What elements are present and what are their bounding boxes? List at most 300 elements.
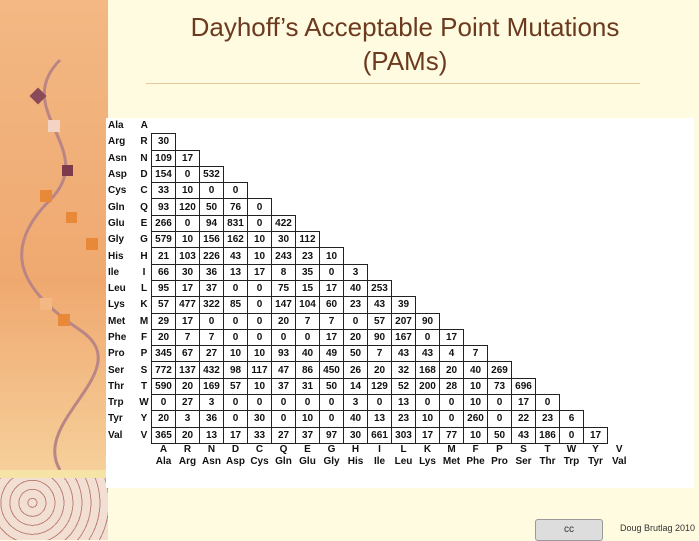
matrix-cell: 0 [320,395,344,411]
matrix-blank [584,150,608,166]
matrix-blank [440,183,464,199]
matrix-cell: 772 [152,362,176,378]
matrix-blank [344,215,368,231]
matrix-blank [536,248,560,264]
matrix-blank [176,118,200,134]
matrix-blank [416,280,440,296]
matrix-cell: 57 [368,313,392,329]
matrix-blank [368,118,392,134]
matrix-blank [512,346,536,362]
matrix-blank [416,183,440,199]
column-amino-acid-name: Glu [299,456,316,468]
matrix-blank [584,232,608,248]
matrix-cell: 17 [248,264,272,280]
matrix-blank [512,264,536,280]
matrix-cell: 23 [392,411,416,427]
row-amino-acid-name: Met [108,315,126,327]
matrix-blank [392,248,416,264]
matrix-blank [488,134,512,150]
row-amino-acid-name: Arg [108,136,126,148]
column-amino-acid-name: Thr [539,456,556,468]
matrix-cell: 86 [296,362,320,378]
matrix-blank [440,313,464,329]
row-amino-acid-name: Trp [108,397,124,409]
matrix-cell: 450 [320,362,344,378]
row-amino-acid-code: Q [140,201,148,213]
matrix-cell: 30 [152,134,176,150]
matrix-blank [440,248,464,264]
matrix-cell: 37 [272,378,296,394]
matrix-blank [248,150,272,166]
matrix-row [106,362,631,378]
matrix-blank [344,232,368,248]
creative-commons-badge [535,519,603,541]
matrix-cell: 47 [272,362,296,378]
matrix-blank [224,118,248,134]
matrix-blank [584,411,608,427]
row-amino-acid-name: His [108,250,124,262]
column-amino-acid-name: Cys [250,456,269,468]
matrix-cell: 4 [440,346,464,362]
matrix-cell: 0 [272,329,296,345]
matrix-blank [440,264,464,280]
matrix-cell: 322 [200,297,224,313]
matrix-blank [608,248,632,264]
row-amino-acid-name: Pro [108,348,125,360]
matrix-cell: 103 [176,248,200,264]
matrix-blank [488,150,512,166]
matrix-row [106,134,631,150]
matrix-cell: 17 [176,280,200,296]
matrix-blank [560,166,584,182]
matrix-blank [296,134,320,150]
row-amino-acid-code: V [140,429,148,441]
matrix-cell: 8 [272,264,296,280]
matrix-cell: 13 [200,427,224,443]
matrix-blank [512,362,536,378]
matrix-blank [560,134,584,150]
row-amino-acid-code: P [140,348,148,360]
column-amino-acid-code: C [255,444,264,456]
matrix-cell: 0 [440,411,464,427]
matrix-cell: 10 [248,248,272,264]
matrix-blank [488,313,512,329]
matrix-blank [488,183,512,199]
matrix-blank [488,280,512,296]
matrix-cell: 29 [152,313,176,329]
matrix-cell: 17 [320,280,344,296]
column-amino-acid-code: H [351,444,360,456]
matrix-cell: 0 [224,411,248,427]
matrix-blank [584,215,608,231]
matrix-cell: 10 [464,427,488,443]
matrix-cell: 20 [344,329,368,345]
matrix-cell: 31 [296,378,320,394]
row-amino-acid-code: L [140,283,148,295]
column-amino-acid-name: Asn [202,456,221,468]
matrix-cell: 15 [296,280,320,296]
matrix-blank [536,199,560,215]
matrix-cell: 97 [320,427,344,443]
footer-spacer [106,443,137,456]
row-amino-acid-name: Ile [108,266,120,278]
matrix-cell: 7 [368,346,392,362]
matrix-blank [560,346,584,362]
matrix-blank [608,264,632,280]
matrix-blank [392,134,416,150]
matrix-blank [560,183,584,199]
matrix-blank [536,280,560,296]
matrix-row [106,280,631,296]
matrix-blank [584,166,608,182]
matrix-blank [536,183,560,199]
matrix-blank [368,199,392,215]
matrix-cell: 7 [296,313,320,329]
matrix-cell: 36 [200,411,224,427]
matrix-cell: 269 [488,362,512,378]
matrix-blank [560,118,584,134]
matrix-cell: 66 [152,264,176,280]
column-amino-acid-name: Ile [373,456,386,468]
decorative-curve [0,0,108,470]
matrix-blank [584,395,608,411]
column-amino-acid-code: V [615,444,623,456]
matrix-cell: 7 [464,346,488,362]
matrix-blank [536,134,560,150]
matrix-blank [416,215,440,231]
matrix-blank [248,134,272,150]
pam-matrix-table [106,118,631,468]
row-amino-acid-code: H [140,250,148,262]
column-amino-acid-name: Pro [491,456,508,468]
matrix-blank [464,118,488,134]
matrix-cell: 590 [152,378,176,394]
matrix-blank [272,183,296,199]
matrix-blank [512,183,536,199]
matrix-cell: 7 [200,329,224,345]
paisley-pattern [0,478,108,540]
matrix-blank [272,166,296,182]
matrix-blank [392,199,416,215]
row-amino-acid-name: Gly [108,234,125,246]
matrix-blank [392,118,416,134]
matrix-row [106,411,631,427]
matrix-blank [512,329,536,345]
matrix-row [106,199,631,215]
matrix-blank [512,134,536,150]
matrix-blank [248,118,272,134]
pam-matrix-panel [106,118,694,488]
matrix-cell: 35 [296,264,320,280]
matrix-cell: 3 [200,395,224,411]
row-amino-acid-name: Glu [108,217,125,229]
row-amino-acid-name: Ala [108,120,124,132]
matrix-blank [440,215,464,231]
left-orange-panel [0,0,108,470]
row-amino-acid-code: K [140,299,148,311]
matrix-blank [320,118,344,134]
matrix-row [106,232,631,248]
matrix-blank [584,280,608,296]
column-amino-acid-code: I [378,444,381,456]
matrix-blank [560,378,584,394]
matrix-blank [560,199,584,215]
matrix-blank [296,118,320,134]
matrix-blank [536,150,560,166]
matrix-blank [200,150,224,166]
matrix-row [106,150,631,166]
matrix-cell: 90 [368,329,392,345]
matrix-blank [584,329,608,345]
matrix-cell: 137 [176,362,200,378]
column-amino-acid-code: N [207,444,216,456]
matrix-blank [584,134,608,150]
matrix-cell: 50 [200,199,224,215]
matrix-blank [488,118,512,134]
title-divider [146,83,640,84]
column-amino-acid-name: Leu [394,456,413,468]
matrix-cell: 10 [320,248,344,264]
matrix-blank [368,248,392,264]
matrix-blank [368,150,392,166]
matrix-row [106,297,631,313]
matrix-blank [296,215,320,231]
matrix-blank [536,297,560,313]
column-amino-acid-name: Phe [466,456,485,468]
column-amino-acid-name: Val [612,456,627,468]
matrix-cell: 0 [248,199,272,215]
matrix-blank [560,280,584,296]
matrix-cell: 43 [416,346,440,362]
matrix-cell: 17 [176,150,200,166]
column-amino-acid-name: Ser [515,456,532,468]
matrix-row [106,395,631,411]
matrix-cell: 75 [272,280,296,296]
matrix-cell: 20 [176,378,200,394]
column-amino-acid-code: M [447,444,456,456]
matrix-cell: 266 [152,215,176,231]
matrix-cell: 0 [224,313,248,329]
matrix-cell: 95 [152,280,176,296]
matrix-blank [320,232,344,248]
row-amino-acid-name: Cys [108,185,127,197]
matrix-cell: 0 [272,411,296,427]
matrix-cell: 13 [368,411,392,427]
matrix-row [106,313,631,329]
matrix-cell: 43 [512,427,536,443]
matrix-cell: 0 [488,395,512,411]
matrix-cell: 37 [200,280,224,296]
author-credit: Doug Brutlag 2010 [620,523,696,533]
matrix-blank [560,362,584,378]
matrix-blank [344,150,368,166]
matrix-blank [368,232,392,248]
matrix-blank [536,118,560,134]
matrix-row [106,118,631,134]
matrix-cell: 303 [392,427,416,443]
matrix-blank [320,183,344,199]
matrix-cell: 43 [392,346,416,362]
matrix-cell: 20 [152,411,176,427]
matrix-blank [464,232,488,248]
matrix-blank [584,264,608,280]
row-amino-acid-code: T [140,380,148,392]
matrix-cell: 52 [392,378,416,394]
matrix-blank [440,232,464,248]
matrix-blank [560,150,584,166]
row-amino-acid-code: F [140,332,148,343]
matrix-cell: 0 [200,183,224,199]
matrix-blank [560,297,584,313]
matrix-cell: 0 [152,395,176,411]
matrix-blank [224,150,248,166]
matrix-blank [368,264,392,280]
matrix-cell: 0 [488,411,512,427]
matrix-cell: 21 [152,248,176,264]
matrix-blank [152,118,176,134]
matrix-cell: 90 [416,313,440,329]
matrix-cell: 77 [440,427,464,443]
footer-spacer [106,456,137,468]
matrix-blank [560,215,584,231]
matrix-blank [464,329,488,345]
column-amino-acid-code: G [327,444,336,456]
matrix-blank [608,313,632,329]
matrix-blank [200,118,224,134]
matrix-blank [392,215,416,231]
matrix-cell: 0 [176,166,200,182]
matrix-blank [536,329,560,345]
matrix-blank [464,150,488,166]
matrix-cell: 10 [416,411,440,427]
column-amino-acid-code: P [496,444,503,456]
matrix-cell: 0 [560,427,584,443]
matrix-cell: 98 [224,362,248,378]
matrix-cell: 43 [224,248,248,264]
matrix-cell: 85 [224,297,248,313]
matrix-cell: 27 [200,346,224,362]
matrix-cell: 422 [272,215,296,231]
matrix-cell: 0 [248,313,272,329]
matrix-blank [608,280,632,296]
matrix-cell: 0 [224,183,248,199]
matrix-blank [488,346,512,362]
row-amino-acid-name: Tyr [108,413,123,425]
matrix-blank [344,166,368,182]
matrix-blank [320,215,344,231]
matrix-blank [512,232,536,248]
matrix-blank [608,166,632,182]
matrix-blank [464,134,488,150]
matrix-row [106,329,631,345]
column-amino-acid-code: D [231,444,240,456]
matrix-blank [224,166,248,182]
matrix-blank [392,166,416,182]
matrix-blank [584,297,608,313]
matrix-cell: 36 [200,264,224,280]
matrix-cell: 76 [224,199,248,215]
column-amino-acid-name: Gly [323,456,340,468]
column-amino-acid-code: L [400,444,407,456]
matrix-blank [536,378,560,394]
matrix-cell: 0 [248,329,272,345]
row-amino-acid-name: Phe [108,332,127,343]
matrix-cell: 30 [344,427,368,443]
matrix-cell: 661 [368,427,392,443]
row-amino-acid-name: Ser [108,364,125,376]
matrix-blank [584,199,608,215]
matrix-cell: 0 [200,313,224,329]
matrix-cell: 0 [296,395,320,411]
matrix-cell: 50 [488,427,512,443]
matrix-blank [224,134,248,150]
matrix-cell: 17 [416,427,440,443]
matrix-cell: 3 [344,264,368,280]
matrix-cell: 168 [416,362,440,378]
matrix-blank [608,427,632,443]
matrix-cell: 94 [200,215,224,231]
matrix-blank [464,248,488,264]
row-amino-acid-code: E [140,217,148,229]
matrix-cell: 30 [176,264,200,280]
column-name-row [106,456,631,468]
matrix-cell: 0 [248,297,272,313]
matrix-cell: 23 [344,297,368,313]
matrix-cell: 345 [152,346,176,362]
column-amino-acid-name: Tyr [588,456,603,468]
column-amino-acid-name: Trp [563,456,580,468]
matrix-blank [440,297,464,313]
row-amino-acid-code: S [140,364,148,376]
matrix-blank [584,378,608,394]
matrix-blank [320,166,344,182]
matrix-blank [368,166,392,182]
matrix-blank [392,264,416,280]
matrix-cell: 23 [296,248,320,264]
matrix-blank [296,199,320,215]
matrix-cell: 109 [152,150,176,166]
matrix-blank [608,150,632,166]
matrix-cell: 156 [200,232,224,248]
matrix-cell: 186 [536,427,560,443]
matrix-blank [200,134,224,150]
matrix-cell: 243 [272,248,296,264]
matrix-cell: 49 [320,346,344,362]
row-amino-acid-name: Asp [108,169,127,181]
matrix-cell: 260 [464,411,488,427]
matrix-cell: 93 [152,199,176,215]
matrix-cell: 0 [320,264,344,280]
matrix-row [106,166,631,182]
matrix-row [106,378,631,394]
matrix-row [106,346,631,362]
matrix-blank [560,313,584,329]
matrix-cell: 13 [392,395,416,411]
matrix-cell: 33 [152,183,176,199]
matrix-cell: 3 [176,411,200,427]
matrix-cell: 73 [488,378,512,394]
matrix-cell: 20 [440,362,464,378]
matrix-cell: 20 [368,362,392,378]
matrix-row [106,264,631,280]
column-amino-acid-name: Met [442,456,461,468]
matrix-cell: 0 [344,313,368,329]
matrix-cell: 831 [224,215,248,231]
matrix-cell: 17 [176,313,200,329]
matrix-cell: 10 [464,395,488,411]
matrix-cell: 7 [176,329,200,345]
matrix-cell: 40 [344,411,368,427]
